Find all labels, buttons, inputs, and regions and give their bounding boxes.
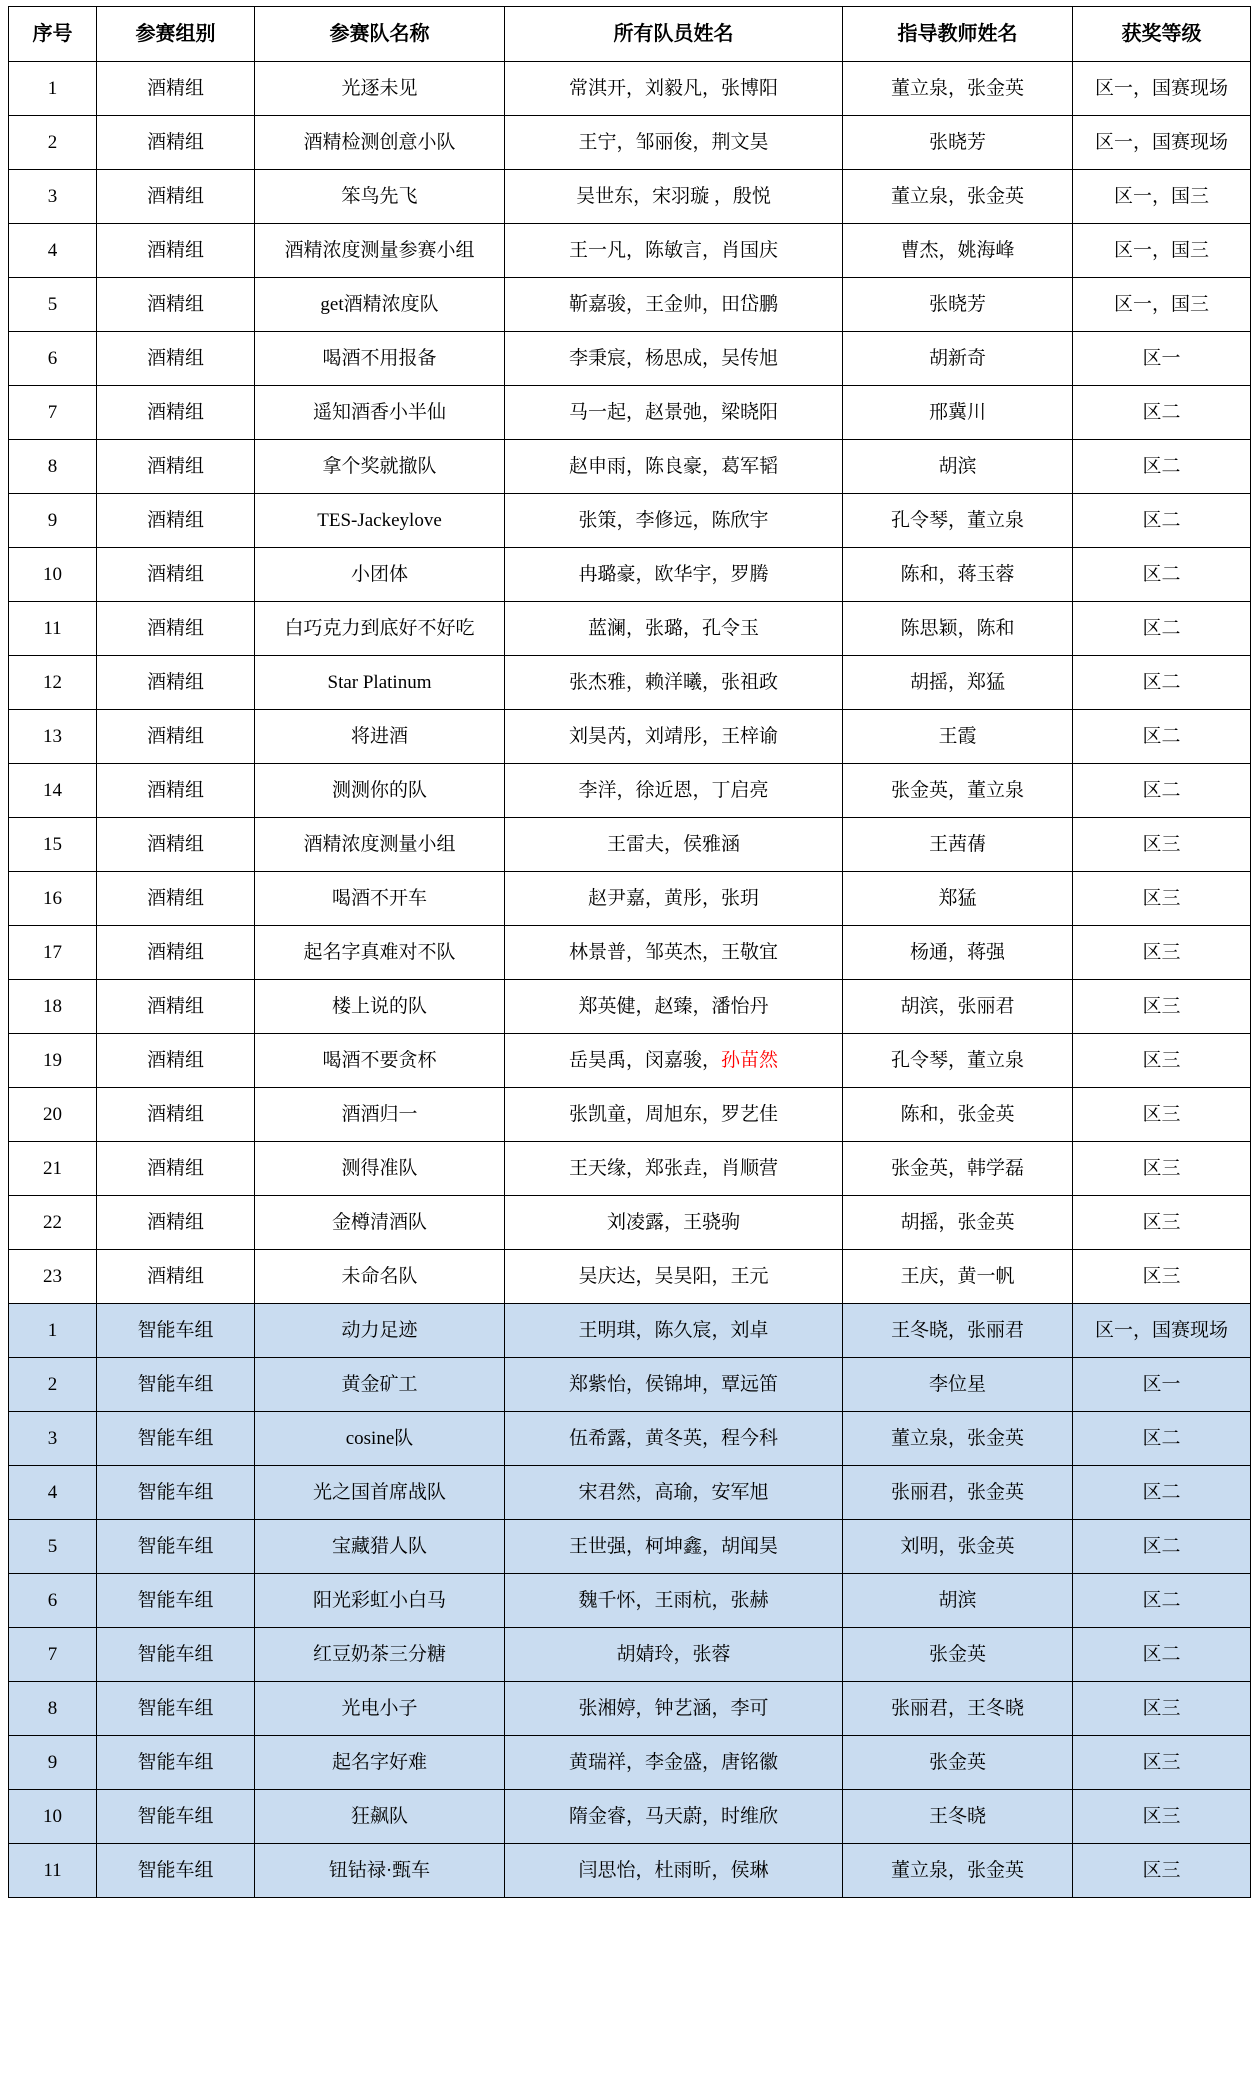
- table-row: [9, 170, 1251, 224]
- table-row: [9, 872, 1251, 926]
- cell-team-name: 酒精浓度测量小组: [255, 818, 505, 872]
- cell-teachers: 胡滨: [843, 440, 1073, 494]
- table-row: [9, 332, 1251, 386]
- cell-group: 酒精组: [97, 1196, 255, 1250]
- cell-index: 20: [9, 1088, 97, 1142]
- cell-group: 酒精组: [97, 224, 255, 278]
- cell-group: 酒精组: [97, 440, 255, 494]
- table-row: [9, 278, 1251, 332]
- cell-group: 智能车组: [97, 1304, 255, 1358]
- cell-teachers: 张金英: [843, 1628, 1073, 1682]
- cell-award: 区三: [1073, 1088, 1251, 1142]
- table-row: [9, 980, 1251, 1034]
- table-body: [9, 62, 1251, 1898]
- table-row: [9, 926, 1251, 980]
- cell-group: 酒精组: [97, 818, 255, 872]
- column-header-index: 序号: [9, 7, 97, 62]
- cell-award: 区一，国赛现场: [1073, 1304, 1251, 1358]
- cell-index: 6: [9, 1574, 97, 1628]
- cell-award: 区三: [1073, 1196, 1251, 1250]
- table-row: [9, 1628, 1251, 1682]
- cell-group: 智能车组: [97, 1844, 255, 1898]
- table-row: [9, 1844, 1251, 1898]
- cell-team-name: 酒精检测创意小队: [255, 116, 505, 170]
- table-row: [9, 1574, 1251, 1628]
- cell-award: 区三: [1073, 818, 1251, 872]
- cell-group: 酒精组: [97, 1142, 255, 1196]
- cell-members: 王世强，柯坤鑫，胡闻昊: [505, 1520, 843, 1574]
- cell-group: 智能车组: [97, 1358, 255, 1412]
- cell-members: 刘昊芮，刘靖彤，王梓谕: [505, 710, 843, 764]
- cell-team-name: 白巧克力到底好不好吃: [255, 602, 505, 656]
- table-header: [9, 7, 1251, 62]
- table-header-row: [9, 7, 1251, 62]
- cell-award: 区二: [1073, 1628, 1251, 1682]
- cell-members: 王雷夫，侯雅涵: [505, 818, 843, 872]
- cell-award: 区二: [1073, 440, 1251, 494]
- column-header-team-name: 参赛队名称: [255, 7, 505, 62]
- cell-award: 区二: [1073, 602, 1251, 656]
- cell-members: 王明琪，陈久宸，刘卓: [505, 1304, 843, 1358]
- cell-group: 智能车组: [97, 1682, 255, 1736]
- cell-group: 酒精组: [97, 872, 255, 926]
- cell-index: 9: [9, 1736, 97, 1790]
- cell-team-name: 黄金矿工: [255, 1358, 505, 1412]
- cell-teachers: 胡摇，郑猛: [843, 656, 1073, 710]
- cell-teachers: 胡摇，张金英: [843, 1196, 1073, 1250]
- cell-index: 8: [9, 440, 97, 494]
- table-row: [9, 440, 1251, 494]
- cell-teachers: 张晓芳: [843, 116, 1073, 170]
- cell-members: 赵申雨，陈良豪，葛军韬: [505, 440, 843, 494]
- cell-team-name: 红豆奶茶三分糖: [255, 1628, 505, 1682]
- award-table: [8, 6, 1251, 1898]
- cell-teachers: 王庆，黄一帆: [843, 1250, 1073, 1304]
- cell-members: 王天缘，郑张垚，肖顺营: [505, 1142, 843, 1196]
- table-row: [9, 1142, 1251, 1196]
- cell-teachers: 张丽君，张金英: [843, 1466, 1073, 1520]
- cell-award: 区一，国三: [1073, 224, 1251, 278]
- table-row: [9, 1304, 1251, 1358]
- cell-index: 11: [9, 602, 97, 656]
- cell-team-name: 喝酒不要贪杯: [255, 1034, 505, 1088]
- cell-team-name: 起名字好难: [255, 1736, 505, 1790]
- cell-group: 酒精组: [97, 1250, 255, 1304]
- cell-award: 区二: [1073, 1574, 1251, 1628]
- cell-teachers: 陈思颖，陈和: [843, 602, 1073, 656]
- column-header-teachers: 指导教师姓名: [843, 7, 1073, 62]
- table-row: [9, 116, 1251, 170]
- cell-group: 酒精组: [97, 548, 255, 602]
- cell-group: 酒精组: [97, 1088, 255, 1142]
- cell-group: 酒精组: [97, 332, 255, 386]
- cell-group: 酒精组: [97, 1034, 255, 1088]
- cell-teachers: 张金英，韩学磊: [843, 1142, 1073, 1196]
- cell-index: 3: [9, 170, 97, 224]
- cell-members: 赵尹嘉，黄彤，张玥: [505, 872, 843, 926]
- cell-index: 23: [9, 1250, 97, 1304]
- table-row: [9, 224, 1251, 278]
- cell-team-name: 起名字真难对不队: [255, 926, 505, 980]
- table-row: [9, 1196, 1251, 1250]
- cell-teachers: 董立泉，张金英: [843, 1412, 1073, 1466]
- cell-team-name: 喝酒不用报备: [255, 332, 505, 386]
- cell-teachers: 孔令琴，董立泉: [843, 494, 1073, 548]
- cell-team-name: 喝酒不开车: [255, 872, 505, 926]
- cell-teachers: 李位星: [843, 1358, 1073, 1412]
- cell-index: 19: [9, 1034, 97, 1088]
- cell-index: 6: [9, 332, 97, 386]
- column-header-group: 参赛组别: [97, 7, 255, 62]
- cell-team-name: 金樽清酒队: [255, 1196, 505, 1250]
- cell-award: 区一: [1073, 332, 1251, 386]
- cell-teachers: 张丽君，王冬晓: [843, 1682, 1073, 1736]
- cell-members: 李洋，徐近恩，丁启亮: [505, 764, 843, 818]
- cell-members: 林景普，邹英杰，王敬宜: [505, 926, 843, 980]
- cell-members: 刘凌露，王骁驹: [505, 1196, 843, 1250]
- cell-team-name: get酒精浓度队: [255, 278, 505, 332]
- cell-members: 郑紫怡，侯锦坤，覃远笛: [505, 1358, 843, 1412]
- cell-team-name: 拿个奖就撤队: [255, 440, 505, 494]
- table-row: [9, 1466, 1251, 1520]
- cell-group: 智能车组: [97, 1574, 255, 1628]
- cell-index: 17: [9, 926, 97, 980]
- cell-group: 酒精组: [97, 764, 255, 818]
- cell-award: 区三: [1073, 1142, 1251, 1196]
- cell-teachers: 胡滨，张丽君: [843, 980, 1073, 1034]
- cell-index: 10: [9, 548, 97, 602]
- cell-teachers: 王冬晓: [843, 1790, 1073, 1844]
- cell-index: 21: [9, 1142, 97, 1196]
- cell-group: 酒精组: [97, 710, 255, 764]
- cell-group: 智能车组: [97, 1520, 255, 1574]
- cell-members: 伍希露，黄冬英，程今科: [505, 1412, 843, 1466]
- cell-members: 胡婧玲，张蓉: [505, 1628, 843, 1682]
- cell-group: 酒精组: [97, 980, 255, 1034]
- table-row: [9, 1736, 1251, 1790]
- cell-award: 区一，国三: [1073, 170, 1251, 224]
- cell-group: 智能车组: [97, 1628, 255, 1682]
- cell-members: 常淇开，刘毅凡，张博阳: [505, 62, 843, 116]
- cell-index: 18: [9, 980, 97, 1034]
- cell-team-name: 测得准队: [255, 1142, 505, 1196]
- cell-teachers: 董立泉，张金英: [843, 170, 1073, 224]
- member-name-highlighted: 孙苗然: [721, 1049, 779, 1071]
- cell-award: 区二: [1073, 494, 1251, 548]
- table-row: [9, 494, 1251, 548]
- cell-index: 2: [9, 116, 97, 170]
- cell-award: 区二: [1073, 1520, 1251, 1574]
- cell-index: 7: [9, 386, 97, 440]
- cell-index: 2: [9, 1358, 97, 1412]
- cell-team-name: Star Platinum: [255, 656, 505, 710]
- cell-group: 酒精组: [97, 278, 255, 332]
- cell-award: 区二: [1073, 386, 1251, 440]
- cell-award: 区二: [1073, 1412, 1251, 1466]
- cell-teachers: 王霞: [843, 710, 1073, 764]
- table-row: [9, 710, 1251, 764]
- cell-group: 酒精组: [97, 656, 255, 710]
- cell-award: 区二: [1073, 548, 1251, 602]
- cell-team-name: 酒精浓度测量参赛小组: [255, 224, 505, 278]
- cell-index: 10: [9, 1790, 97, 1844]
- cell-members: 李秉宸，杨思成，吴传旭: [505, 332, 843, 386]
- cell-members: 吴庆达，吴昊阳，王元: [505, 1250, 843, 1304]
- cell-award: 区三: [1073, 1736, 1251, 1790]
- cell-members: 张策，李修远，陈欣宇: [505, 494, 843, 548]
- cell-award: 区二: [1073, 656, 1251, 710]
- cell-index: 1: [9, 1304, 97, 1358]
- cell-members: 张凯童，周旭东，罗艺佳: [505, 1088, 843, 1142]
- cell-index: 16: [9, 872, 97, 926]
- cell-team-name: cosine队: [255, 1412, 505, 1466]
- cell-index: 3: [9, 1412, 97, 1466]
- cell-group: 酒精组: [97, 494, 255, 548]
- cell-group: 酒精组: [97, 62, 255, 116]
- table-row: [9, 1790, 1251, 1844]
- cell-team-name: 测测你的队: [255, 764, 505, 818]
- cell-group: 酒精组: [97, 170, 255, 224]
- cell-team-name: 酒酒归一: [255, 1088, 505, 1142]
- cell-members: 隋金睿，马天蔚，时维欣: [505, 1790, 843, 1844]
- cell-award: 区三: [1073, 1790, 1251, 1844]
- cell-members: 马一起，赵景弛，梁晓阳: [505, 386, 843, 440]
- cell-team-name: 小团体: [255, 548, 505, 602]
- cell-team-name: 将进酒: [255, 710, 505, 764]
- cell-index: 12: [9, 656, 97, 710]
- cell-members: 王宁，邹丽俊，荆文昊: [505, 116, 843, 170]
- column-header-award: 获奖等级: [1073, 7, 1251, 62]
- cell-teachers: 张金英: [843, 1736, 1073, 1790]
- cell-team-name: 楼上说的队: [255, 980, 505, 1034]
- cell-award: 区二: [1073, 710, 1251, 764]
- cell-members: 蓝澜，张璐，孔令玉: [505, 602, 843, 656]
- cell-members: 王一凡，陈敏言，肖国庆: [505, 224, 843, 278]
- table-row: [9, 62, 1251, 116]
- cell-team-name: 光逐未见: [255, 62, 505, 116]
- cell-index: 9: [9, 494, 97, 548]
- cell-team-name: 钮钴禄·甄车: [255, 1844, 505, 1898]
- cell-team-name: 光电小子: [255, 1682, 505, 1736]
- cell-members: 魏千怀，王雨杭，张赫: [505, 1574, 843, 1628]
- column-header-members: 所有队员姓名: [505, 7, 843, 62]
- cell-index: 13: [9, 710, 97, 764]
- member-names: 岳昊禹，闵嘉骏，: [568, 1049, 721, 1071]
- cell-index: 22: [9, 1196, 97, 1250]
- cell-teachers: 郑猛: [843, 872, 1073, 926]
- table-row: [9, 1412, 1251, 1466]
- table-row: [9, 764, 1251, 818]
- cell-index: 1: [9, 62, 97, 116]
- cell-teachers: 杨通，蒋强: [843, 926, 1073, 980]
- table-row: [9, 1250, 1251, 1304]
- cell-team-name: 遥知酒香小半仙: [255, 386, 505, 440]
- cell-members: 张杰雅，赖洋曦，张祖政: [505, 656, 843, 710]
- cell-award: 区三: [1073, 980, 1251, 1034]
- table-row: [9, 548, 1251, 602]
- cell-index: 14: [9, 764, 97, 818]
- cell-index: 11: [9, 1844, 97, 1898]
- cell-members: 黄瑞祥，李金盛，唐铭徽: [505, 1736, 843, 1790]
- cell-teachers: 王茜蒨: [843, 818, 1073, 872]
- cell-group: 酒精组: [97, 116, 255, 170]
- table-row: [9, 1520, 1251, 1574]
- cell-award: 区三: [1073, 1034, 1251, 1088]
- cell-index: 4: [9, 1466, 97, 1520]
- table-row: [9, 386, 1251, 440]
- cell-award: 区二: [1073, 1466, 1251, 1520]
- cell-award: 区二: [1073, 764, 1251, 818]
- cell-team-name: 宝藏猎人队: [255, 1520, 505, 1574]
- cell-award: 区三: [1073, 1844, 1251, 1898]
- cell-members: 郑英健，赵臻，潘怡丹: [505, 980, 843, 1034]
- cell-award: 区一，国三: [1073, 278, 1251, 332]
- cell-team-name: 笨鸟先飞: [255, 170, 505, 224]
- cell-award: 区一: [1073, 1358, 1251, 1412]
- cell-members: 宋君然，高瑜，安军旭: [505, 1466, 843, 1520]
- table-row: [9, 1358, 1251, 1412]
- cell-teachers: 陈和，蒋玉蓉: [843, 548, 1073, 602]
- cell-award: 区一，国赛现场: [1073, 62, 1251, 116]
- cell-teachers: 董立泉，张金英: [843, 62, 1073, 116]
- cell-group: 智能车组: [97, 1412, 255, 1466]
- table-row: [9, 1088, 1251, 1142]
- cell-teachers: 刘明，张金英: [843, 1520, 1073, 1574]
- cell-members: 张湘婷，钟艺涵，李可: [505, 1682, 843, 1736]
- cell-team-name: 光之国首席战队: [255, 1466, 505, 1520]
- cell-award: 区三: [1073, 926, 1251, 980]
- table-row: [9, 1682, 1251, 1736]
- cell-teachers: 胡滨: [843, 1574, 1073, 1628]
- cell-team-name: 狂飙队: [255, 1790, 505, 1844]
- table-row: [9, 602, 1251, 656]
- cell-award: 区一，国赛现场: [1073, 116, 1251, 170]
- cell-teachers: 张金英，董立泉: [843, 764, 1073, 818]
- cell-members: 冉璐豪，欧华宇，罗腾: [505, 548, 843, 602]
- table-row: [9, 1034, 1251, 1088]
- cell-award: 区三: [1073, 872, 1251, 926]
- cell-group: 智能车组: [97, 1736, 255, 1790]
- cell-teachers: 陈和，张金英: [843, 1088, 1073, 1142]
- cell-teachers: 曹杰，姚海峰: [843, 224, 1073, 278]
- cell-group: 酒精组: [97, 386, 255, 440]
- cell-index: 8: [9, 1682, 97, 1736]
- cell-index: 5: [9, 1520, 97, 1574]
- cell-members: [505, 1034, 843, 1088]
- cell-award: 区三: [1073, 1682, 1251, 1736]
- cell-teachers: 邢冀川: [843, 386, 1073, 440]
- cell-team-name: TES-Jackeylove: [255, 494, 505, 548]
- cell-group: 智能车组: [97, 1790, 255, 1844]
- cell-index: 7: [9, 1628, 97, 1682]
- cell-group: 智能车组: [97, 1466, 255, 1520]
- cell-teachers: 孔令琴，董立泉: [843, 1034, 1073, 1088]
- cell-teachers: 张晓芳: [843, 278, 1073, 332]
- cell-group: 酒精组: [97, 602, 255, 656]
- cell-team-name: 未命名队: [255, 1250, 505, 1304]
- cell-members: 吴世东，宋羽璇 ，殷悦: [505, 170, 843, 224]
- cell-index: 5: [9, 278, 97, 332]
- cell-team-name: 阳光彩虹小白马: [255, 1574, 505, 1628]
- cell-index: 4: [9, 224, 97, 278]
- cell-teachers: 王冬晓，张丽君: [843, 1304, 1073, 1358]
- cell-teachers: 胡新奇: [843, 332, 1073, 386]
- cell-members: 闫思怡，杜雨昕，侯琳: [505, 1844, 843, 1898]
- cell-team-name: 动力足迹: [255, 1304, 505, 1358]
- table-row: [9, 656, 1251, 710]
- cell-members: 靳嘉骏，王金帅，田岱鹏: [505, 278, 843, 332]
- table-row: [9, 818, 1251, 872]
- cell-index: 15: [9, 818, 97, 872]
- cell-teachers: 董立泉，张金英: [843, 1844, 1073, 1898]
- cell-award: 区三: [1073, 1250, 1251, 1304]
- cell-group: 酒精组: [97, 926, 255, 980]
